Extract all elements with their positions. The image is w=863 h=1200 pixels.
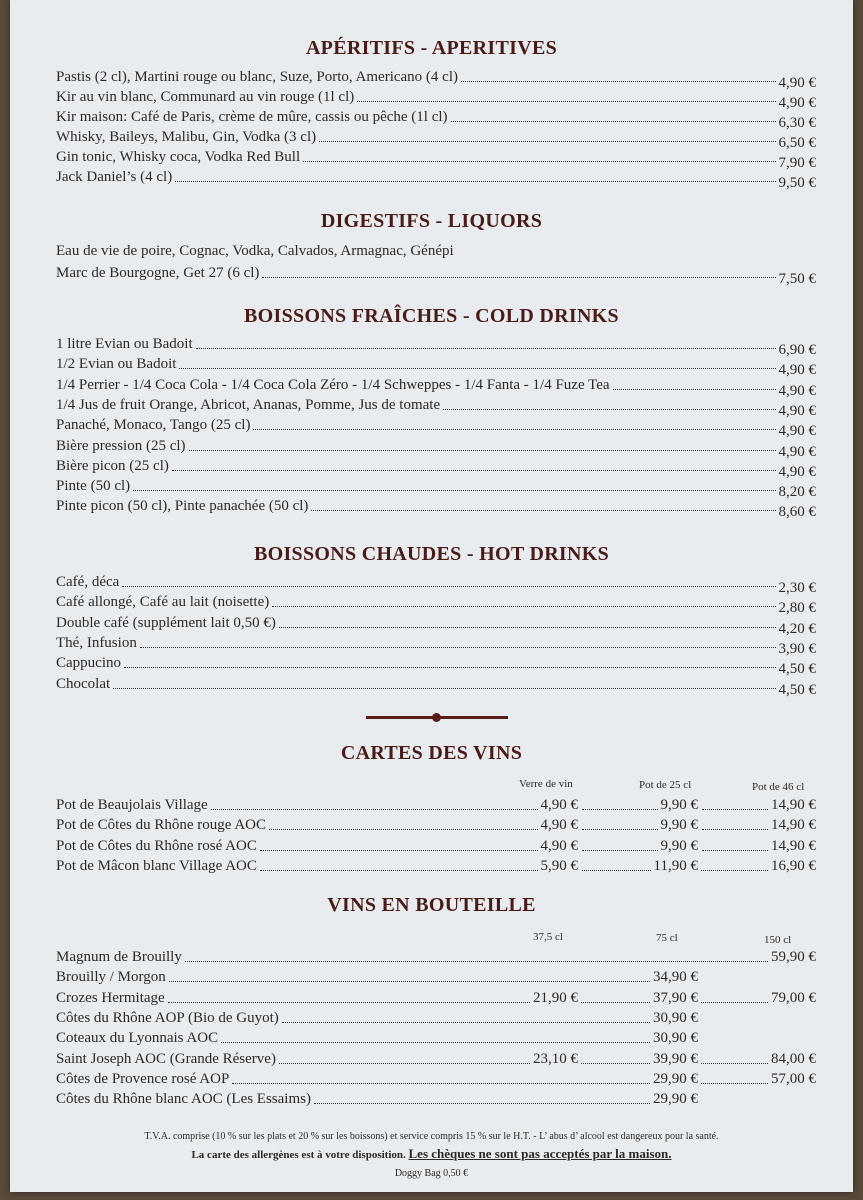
wine-price-2: 29,90 € (653, 1070, 698, 1087)
item-price: 2,80 € (778, 600, 816, 617)
dot-leader (196, 348, 776, 349)
item-name: Panaché, Monaco, Tango (25 cl) (56, 417, 251, 434)
item-price: 4,90 € (778, 95, 816, 111)
item-name: Whisky, Baileys, Malibu, Gin, Vodka (3 cl) (56, 129, 317, 145)
dot-leader (282, 1022, 650, 1023)
wine-price-3: 84,00 € (771, 1050, 816, 1067)
dot-leader (701, 1083, 768, 1084)
item-name: Pinte picon (50 cl), Pinte panachée (50 cl) (56, 498, 309, 515)
menu-item (56, 571, 816, 596)
divider-ornament (432, 713, 441, 722)
dot-leader (443, 409, 775, 410)
wine-row (56, 987, 816, 1007)
menu-item (56, 374, 816, 399)
allergen-text: La carte des allergènes est à votre disposition. (191, 1149, 406, 1161)
dot-leader (311, 510, 775, 511)
wine-price-3: 79,00 € (771, 989, 816, 1006)
dot-leader (613, 389, 776, 390)
dot-leader (314, 1103, 650, 1104)
dot-leader (269, 829, 538, 830)
dot-leader (279, 1063, 530, 1064)
col-header-75: 75 cl (656, 932, 678, 944)
menu-item (56, 353, 816, 379)
dot-leader (172, 470, 776, 471)
wine-row (56, 966, 816, 986)
col-header-150: 150 cl (764, 934, 792, 946)
wine-price-2: 30,90 € (653, 1030, 698, 1047)
wine-row (56, 855, 816, 875)
wine-name: Côtes du Rhône AOP (Bio de Guyot) (56, 1009, 279, 1026)
item-price: 4,90 € (778, 362, 816, 379)
item-price: 6,50 € (778, 135, 816, 151)
item-name: Café, déca (56, 574, 120, 590)
dot-leader (175, 181, 775, 182)
dot-leader (702, 850, 768, 851)
wine-row (56, 814, 816, 834)
item-name: 1/4 Jus de fruit Orange, Abricot, Ananas, Pomme, Jus de tomate (56, 396, 441, 413)
item-name: Marc de Bourgogne, Get 27 (6 cl) (56, 265, 260, 281)
item-name: Pinte (50 cl) (56, 478, 131, 495)
item-name: 1/2 Evian ou Badoit (56, 356, 177, 373)
dot-leader (221, 1042, 650, 1043)
menu-item (56, 66, 816, 91)
dot-leader (582, 809, 658, 810)
tva-note: T.V.A. comprise (10 % sur les plats et 20 % sur les boissons) et service compris 15 % sur le H.T. - L’ abus d’ alcool est dangereux pour la santé. (144, 1131, 719, 1142)
wine-row (56, 1027, 816, 1047)
dot-leader (701, 870, 768, 871)
wine-price-1: 4,90 € (540, 797, 578, 813)
menu-item (56, 166, 816, 191)
dot-leader (232, 1083, 650, 1084)
dot-leader (169, 981, 650, 982)
menu-item (56, 106, 816, 131)
dot-leader (122, 586, 775, 587)
doggy-bag-note: Doggy Bag 0,50 € (394, 1168, 469, 1179)
wine-row (56, 1007, 816, 1027)
wine-price-3: 14,90 € (771, 837, 816, 854)
dot-leader (702, 809, 768, 810)
menu-item (56, 262, 816, 287)
dot-leader (319, 141, 775, 142)
dot-leader (701, 1002, 768, 1003)
wine-price-2: 9,90 € (660, 837, 698, 854)
digestifs-line: Eau de vie de poire, Cognac, Vodka, Calvados, Armagnac, Génépi (56, 243, 454, 259)
wine-price-3: 14,90 € (771, 817, 816, 834)
item-name: Kir maison: Café de Paris, crème de mûre, cassis ou pêche (1l cl) (56, 109, 448, 125)
menu-item (56, 591, 816, 617)
item-price: 2,30 € (778, 580, 816, 596)
menu-item (56, 414, 816, 440)
aperitifs-title: APÉRITIFS - APERITIVES (305, 37, 558, 59)
col-header-375: 37,5 cl (533, 931, 563, 943)
menu-item (56, 475, 816, 501)
item-price: 4,50 € (778, 681, 816, 698)
wine-price-2: 29,90 € (653, 1091, 698, 1108)
item-name: Cappucino (56, 655, 121, 672)
menu-item (56, 435, 816, 460)
item-price: 4,90 € (778, 443, 816, 460)
menu-item (56, 652, 816, 678)
dot-leader (581, 1002, 650, 1003)
wine-name: Côtes de Provence rosé AOP (56, 1070, 230, 1087)
item-name: Gin tonic, Whisky coca, Vodka Red Bull (56, 149, 301, 165)
col-header-pot46: Pot de 46 cl (752, 781, 805, 793)
item-price: 7,50 € (778, 271, 816, 287)
wine-price-3: 14,90 € (771, 797, 816, 813)
wine-price-2: 30,90 € (653, 1009, 698, 1026)
item-name: Café allongé, Café au lait (noisette) (56, 594, 270, 611)
wine-price-1: 4,90 € (540, 837, 578, 854)
allergen-note (0, 1146, 863, 1162)
menu-item (56, 632, 816, 657)
dot-leader (253, 429, 775, 430)
dot-leader (581, 1063, 650, 1064)
menu-item (56, 455, 816, 480)
dot-leader (582, 870, 651, 871)
item-name: Thé, Infusion (56, 634, 137, 651)
dot-leader (185, 961, 768, 962)
dot-leader (303, 161, 775, 162)
wine-price-2: 39,90 € (653, 1050, 698, 1067)
wine-price-1: 5,90 € (540, 857, 578, 874)
dot-leader (260, 870, 538, 871)
dot-leader (189, 450, 776, 451)
wine-name: Pot de Mâcon blanc Village AOC (56, 857, 257, 874)
dot-leader (133, 490, 775, 491)
dot-leader (272, 606, 775, 607)
wine-name: Pot de Côtes du Rhône rouge AOC (56, 817, 266, 834)
item-name: Jack Daniel’s (4 cl) (56, 169, 173, 185)
item-name: Chocolat (56, 675, 111, 692)
wine-price-3: 59,90 € (771, 949, 816, 965)
wine-row (56, 1088, 816, 1108)
col-header-glass: Verre de vin (519, 778, 573, 790)
wine-row (56, 835, 816, 855)
wine-price-1: 23,10 € (533, 1050, 578, 1067)
item-price: 4,20 € (778, 620, 816, 637)
item-price: 4,90 € (778, 382, 816, 399)
item-price: 6,90 € (778, 342, 816, 358)
wine-row (56, 1048, 816, 1068)
dot-leader (262, 277, 775, 278)
dot-leader (260, 850, 538, 851)
item-name: Double café (supplément lait 0,50 €) (56, 614, 276, 631)
wine-row (56, 794, 816, 814)
wine-name: Magnum de Brouilly (56, 949, 182, 965)
dot-leader (168, 1002, 530, 1003)
wine-price-1: 4,90 € (540, 817, 578, 834)
wine-price-1: 21,90 € (533, 989, 578, 1006)
wine-price-3: 57,00 € (771, 1070, 816, 1087)
wine-name: Brouilly / Morgon (56, 969, 166, 986)
dot-leader (357, 101, 775, 102)
item-price: 8,60 € (778, 504, 816, 521)
dot-leader (461, 81, 776, 82)
wine-price-2: 34,90 € (653, 969, 698, 986)
item-price: 7,90 € (778, 155, 816, 171)
dot-leader (113, 688, 775, 689)
dot-leader (211, 809, 538, 810)
item-name: Kir au vin blanc, Communard au vin rouge (1l cl) (56, 89, 355, 105)
wine-name: Coteaux du Lyonnais AOC (56, 1030, 219, 1047)
wine-name: Côtes du Rhône blanc AOC (Les Essaims) (56, 1091, 311, 1108)
digestifs-title: DIGESTIFS - LIQUORS (320, 210, 543, 232)
item-name: 1 litre Evian ou Badoit (56, 336, 193, 352)
item-price: 4,90 € (778, 75, 816, 91)
item-price: 4,90 € (778, 423, 816, 440)
item-price: 9,50 € (778, 175, 816, 191)
item-name: Pastis (2 cl), Martini rouge ou blanc, Suze, Porto, Americano (4 cl) (56, 69, 458, 85)
menu-item (56, 333, 816, 358)
bottles-title: VINS EN BOUTEILLE (327, 894, 536, 916)
dot-leader (582, 850, 658, 851)
dot-leader (140, 647, 776, 648)
wine-price-3: 16,90 € (771, 857, 816, 874)
wine-price-2: 9,90 € (660, 817, 698, 834)
wine-name: Saint Joseph AOC (Grande Réserve) (56, 1050, 276, 1067)
wine-price-2: 9,90 € (660, 797, 698, 813)
wine-row (56, 946, 816, 966)
menu-item (56, 394, 816, 419)
cheques-note: Les chèques ne sont pas acceptés par la maison. (408, 1146, 672, 1161)
item-name: Bière pression (25 cl) (56, 437, 186, 454)
menu-item (56, 495, 816, 521)
dot-leader (701, 1063, 768, 1064)
wine-name: Pot de Beaujolais Village (56, 797, 208, 813)
wine-name: Crozes Hermitage (56, 989, 165, 1006)
menu-item (56, 126, 816, 151)
item-price: 4,50 € (778, 661, 816, 678)
hot-drinks-title: BOISSONS CHAUDES - HOT DRINKS (253, 543, 610, 565)
dot-leader (124, 667, 776, 668)
item-price: 6,30 € (778, 115, 816, 131)
item-price: 4,90 € (778, 402, 816, 419)
cold-drinks-title: BOISSONS FRAÎCHES - COLD DRINKS (244, 305, 619, 327)
menu-item (56, 146, 816, 171)
wine-price-2: 37,90 € (653, 989, 698, 1006)
item-name: 1/4 Perrier - 1/4 Coca Cola - 1/4 Coca Cola Zéro - 1/4 Schweppes - 1/4 Fanta - 1/4 Fuze Tea (56, 376, 610, 393)
wine-price-2: 11,90 € (653, 857, 698, 874)
wine-name: Pot de Côtes du Rhône rosé AOC (56, 837, 257, 854)
dot-leader (179, 368, 775, 369)
wines-title: CARTES DES VINS (340, 742, 523, 764)
item-price: 4,90 € (778, 463, 816, 480)
wine-row (56, 1068, 816, 1088)
dot-leader (702, 829, 768, 830)
menu-item (56, 673, 816, 698)
dot-leader (451, 121, 776, 122)
item-price: 8,20 € (778, 484, 816, 501)
dot-leader (582, 829, 658, 830)
menu-item (56, 612, 816, 637)
dot-leader (279, 627, 776, 628)
item-name: Bière picon (25 cl) (56, 457, 169, 474)
col-header-pot25: Pot de 25 cl (639, 779, 692, 791)
item-price: 3,90 € (778, 640, 816, 657)
menu-item (56, 86, 816, 111)
